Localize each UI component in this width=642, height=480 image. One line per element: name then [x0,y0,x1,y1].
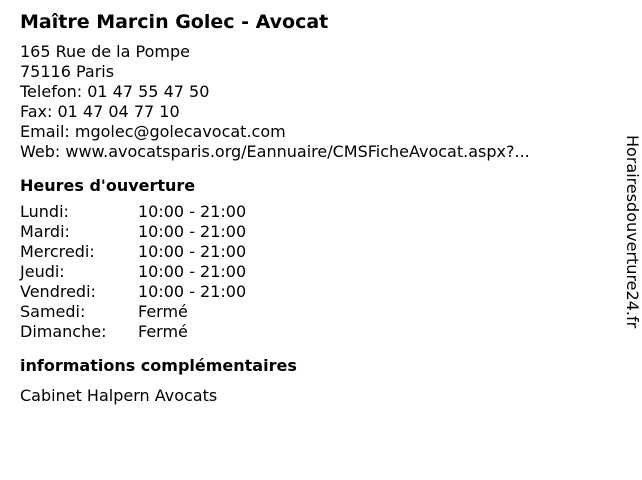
web-line: Web: www.avocatsparis.org/Eannuaire/CMSFicheAvocat.aspx?... [20,142,530,161]
phone-line: Telefon: 01 47 55 47 50 [20,82,210,101]
hours-row [20,282,246,302]
hours-day: Dimanche: [20,322,107,341]
hours-row [20,202,246,222]
extra-info-text: Cabinet Halpern Avocats [20,386,218,405]
hours-time: Fermé [138,322,188,341]
hours-time: 10:00 - 21:00 [138,282,247,301]
hours-day: Lundi: [20,202,69,221]
hours-row [20,262,246,282]
address-street: 165 Rue de la Pompe [20,42,190,61]
hours-time: Fermé [138,302,188,321]
hours-table [20,202,246,342]
hours-time: 10:00 - 21:00 [138,262,247,281]
contact-info [20,42,600,162]
hours-day: Vendredi: [20,282,96,301]
page-title: Maître Marcin Golec - Avocat [20,11,329,33]
email-line: Email: mgolec@golecavocat.com [20,122,286,141]
site-watermark: Horairesdouverture24.fr [623,135,642,329]
fax-line: Fax: 01 47 04 77 10 [20,102,180,121]
hours-row [20,322,246,342]
hours-row [20,242,246,262]
hours-time: 10:00 - 21:00 [138,202,247,221]
hours-day: Mercredi: [20,242,95,261]
address-city: 75116 Paris [20,62,115,81]
hours-row [20,222,246,242]
listing-card [20,8,600,406]
hours-day: Jeudi: [20,262,65,281]
hours-time: 10:00 - 21:00 [138,242,247,261]
extra-info-heading: informations complémentaires [20,356,297,375]
hours-day: Mardi: [20,222,70,241]
hours-time: 10:00 - 21:00 [138,222,247,241]
hours-day: Samedi: [20,302,86,321]
hours-heading: Heures d'ouverture [20,176,196,195]
hours-row [20,302,246,322]
